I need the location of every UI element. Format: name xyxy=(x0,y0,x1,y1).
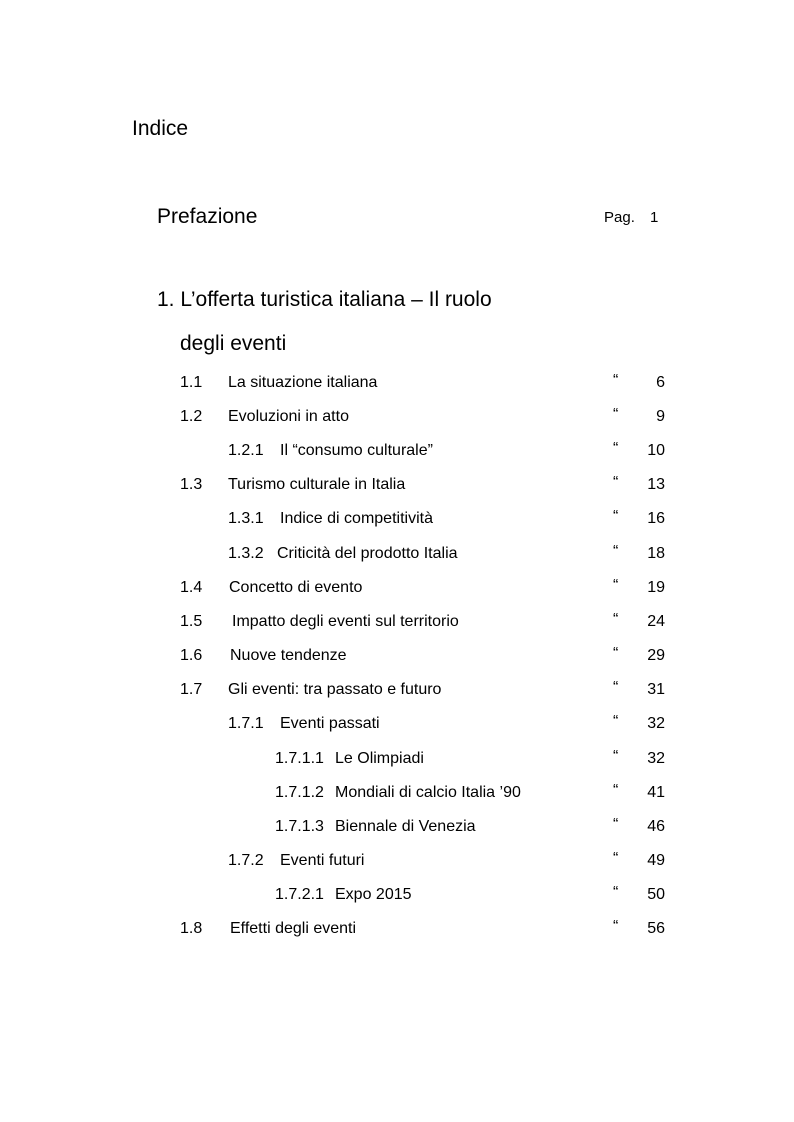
toc-entry-title: Nuove tendenze xyxy=(230,647,347,664)
toc-entry-number: 1.8 xyxy=(180,920,203,937)
toc-entry-page: 50 xyxy=(647,886,665,903)
toc-entry-ditto-mark: “ xyxy=(613,782,619,799)
toc-entry-ditto-mark: “ xyxy=(613,645,619,662)
toc-entry-title: Le Olimpiadi xyxy=(335,750,424,767)
preface-pag-label: Pag. xyxy=(604,209,635,226)
toc-entry-number: 1.7.1 xyxy=(228,715,264,732)
toc-entry-ditto-mark: “ xyxy=(613,474,619,491)
toc-entry-page: 41 xyxy=(647,784,665,801)
toc-entry-number: 1.7.1.3 xyxy=(275,818,324,835)
toc-entry-ditto-mark: “ xyxy=(613,440,619,457)
toc-entry-title: Criticità del prodotto Italia xyxy=(277,545,458,562)
toc-entry-ditto-mark: “ xyxy=(613,748,619,765)
toc-entry-title: Turismo culturale in Italia xyxy=(228,476,406,493)
toc-entry-title: Il “consumo culturale” xyxy=(280,442,433,459)
chapter-title-line1: 1. L’offerta turistica italiana – Il ruolo xyxy=(157,288,492,311)
toc-entry-page: 24 xyxy=(647,613,665,630)
toc-entry-title: Eventi passati xyxy=(280,715,380,732)
toc-entry-number: 1.5 xyxy=(180,613,203,630)
toc-entry-page: 10 xyxy=(647,442,665,459)
toc-entry-ditto-mark: “ xyxy=(613,816,619,833)
toc-entry-page: 56 xyxy=(647,920,665,937)
toc-entry-title: Impatto degli eventi sul territorio xyxy=(232,613,459,630)
toc-entry-title: Gli eventi: tra passato e futuro xyxy=(228,681,442,698)
toc-entry-title: Indice di competitività xyxy=(280,510,433,527)
toc-entry-title: Evoluzioni in atto xyxy=(228,408,349,425)
toc-entry-number: 1.1 xyxy=(180,374,203,391)
toc-entry-ditto-mark: “ xyxy=(613,577,619,594)
preface-page: 1 xyxy=(650,209,659,226)
toc-entry-title: Eventi futuri xyxy=(280,852,365,869)
toc-entry-ditto-mark: “ xyxy=(613,850,619,867)
toc-entry-page: 13 xyxy=(647,476,665,493)
toc-entry-ditto-mark: “ xyxy=(613,884,619,901)
toc-entry-number: 1.7.2 xyxy=(228,852,264,869)
toc-entry-page: 9 xyxy=(656,408,665,425)
toc-entry-ditto-mark: “ xyxy=(613,508,619,525)
toc-entry-page: 6 xyxy=(656,374,665,391)
toc-entry-number: 1.2.1 xyxy=(228,442,264,459)
toc-entry-title: Effetti degli eventi xyxy=(230,920,357,937)
toc-entry-page: 18 xyxy=(647,545,665,562)
toc-entry-number: 1.4 xyxy=(180,579,203,596)
toc-entry-number: 1.3.2 xyxy=(228,545,264,562)
toc-entry-number: 1.3 xyxy=(180,476,203,493)
chapter-title-line2: degli eventi xyxy=(180,332,287,355)
preface-label: Prefazione xyxy=(157,205,258,228)
toc-entry-page: 19 xyxy=(647,579,665,596)
toc-entry-page: 29 xyxy=(647,647,665,664)
toc-entry-ditto-mark: “ xyxy=(613,611,619,628)
toc-entry-ditto-mark: “ xyxy=(613,679,619,696)
toc-entry-number: 1.3.1 xyxy=(228,510,264,527)
toc-entry-ditto-mark: “ xyxy=(613,372,619,389)
toc-entry-number: 1.7.1.2 xyxy=(275,784,324,801)
toc-entry-number: 1.7.2.1 xyxy=(275,886,324,903)
toc-entry-ditto-mark: “ xyxy=(613,713,619,730)
page-title: Indice xyxy=(132,117,189,140)
toc-entry-page: 32 xyxy=(647,715,665,732)
toc-entry-number: 1.6 xyxy=(180,647,203,664)
toc-entry-ditto-mark: “ xyxy=(613,406,619,423)
toc-entry-page: 16 xyxy=(647,510,665,527)
toc-entry-title: Concetto di evento xyxy=(229,579,363,596)
toc-entry-page: 32 xyxy=(647,750,665,767)
toc-entry-title: Mondiali di calcio Italia ’90 xyxy=(335,784,521,801)
toc-entry-title: Biennale di Venezia xyxy=(335,818,476,835)
toc-entry-title: Expo 2015 xyxy=(335,886,412,903)
toc-entry-ditto-mark: “ xyxy=(613,918,619,935)
toc-entry-page: 49 xyxy=(647,852,665,869)
toc-entry-ditto-mark: “ xyxy=(613,543,619,560)
toc-entry-page: 46 xyxy=(647,818,665,835)
toc-entry-number: 1.7.1.1 xyxy=(275,750,324,767)
toc-entry-number: 1.7 xyxy=(180,681,203,698)
toc-entry-title: La situazione italiana xyxy=(228,374,378,391)
toc-entry-number: 1.2 xyxy=(180,408,203,425)
toc-entry-page: 31 xyxy=(647,681,665,698)
